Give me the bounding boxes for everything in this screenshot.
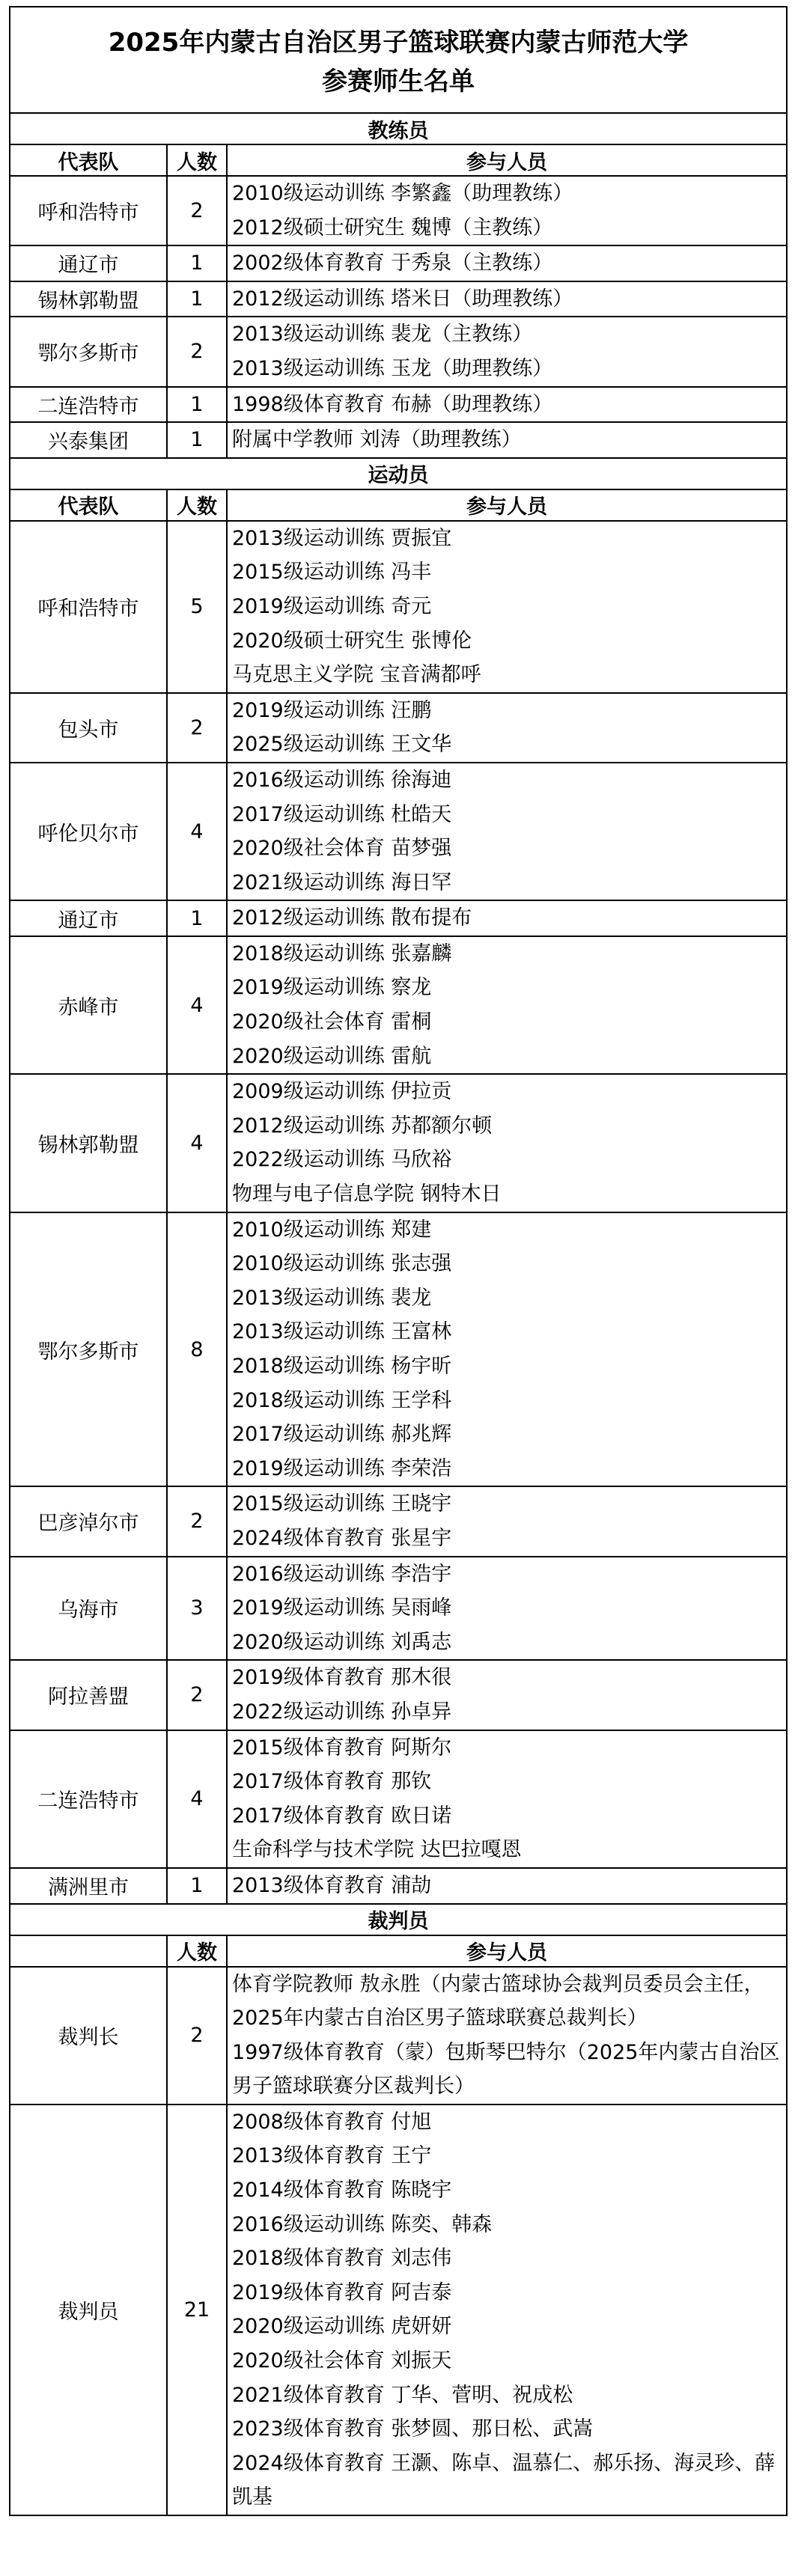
team-name: 鄂尔多斯市 xyxy=(10,1212,167,1487)
team-name: 裁判员 xyxy=(10,2105,167,2515)
table-row xyxy=(10,1486,787,1556)
participant-entry: 2019级运动训练 吴雨峰 xyxy=(232,1596,452,1620)
header-team: 代表队 xyxy=(10,489,167,521)
table-row xyxy=(10,900,787,936)
table-row xyxy=(10,387,787,423)
participant-entry: 2010级运动训练 郑建 xyxy=(232,1218,432,1242)
participants-cell xyxy=(227,281,787,317)
participant-entry: 2024级体育教育 王灏、陈卓、温慕仁、郝乐扬、海灵珍、薛凯基 xyxy=(232,2451,776,2509)
participant-entry: 2018级体育教育 刘志伟 xyxy=(232,2247,452,2271)
participant-entry: 2018级运动训练 王学科 xyxy=(232,1388,452,1412)
participants-cell xyxy=(227,521,787,693)
participants-cell xyxy=(227,1730,787,1868)
participant-entry: 2015级体育教育 阿斯尔 xyxy=(232,1736,452,1759)
participant-entry: 2017级体育教育 欧日诺 xyxy=(232,1804,452,1828)
participant-entry: 2020级运动训练 雷航 xyxy=(232,1044,432,1068)
table-row xyxy=(10,763,787,900)
participant-entry: 体育学院教师 敖永胜（内蒙古篮球协会裁判员委员会主任，2025年内蒙古自治区男子篮球联赛总裁判长） xyxy=(232,1972,764,2030)
participants-cell xyxy=(227,1557,787,1661)
participants-cell xyxy=(227,900,787,936)
column-header-row xyxy=(10,489,787,521)
roster-table xyxy=(9,6,788,2516)
participant-entry: 2021级运动训练 海日罕 xyxy=(232,870,452,894)
participant-entry: 2015级运动训练 王晓宇 xyxy=(232,1492,452,1516)
table-row xyxy=(10,1967,787,2105)
team-name: 巴彦淖尔市 xyxy=(10,1486,167,1556)
participant-entry: 2018级运动训练 张嘉麟 xyxy=(232,941,452,965)
participant-entry: 2012级运动训练 塔米日（助理教练） xyxy=(232,287,573,311)
table-row xyxy=(10,1730,787,1868)
participants-cell xyxy=(227,1074,787,1212)
member-count: 1 xyxy=(167,900,227,936)
section-row xyxy=(10,458,787,489)
table-row xyxy=(10,281,787,317)
participants-cell xyxy=(227,245,787,281)
column-header-row xyxy=(10,1935,787,1967)
table-row xyxy=(10,1660,787,1730)
participant-entry: 2019级体育教育 那木很 xyxy=(232,1666,452,1690)
member-count: 2 xyxy=(167,1486,227,1556)
section-title: 运动员 xyxy=(10,458,787,489)
participant-entry: 2017级体育教育 那钦 xyxy=(232,1770,432,1794)
member-count: 2 xyxy=(167,1660,227,1730)
member-count: 1 xyxy=(167,422,227,458)
participant-entry: 2013级体育教育 浦劼 xyxy=(232,1873,432,1897)
participant-entry: 2013级运动训练 裴龙 xyxy=(232,1286,432,1310)
participant-entry: 2019级体育教育 阿吉泰 xyxy=(232,2280,452,2304)
participant-entry: 1998级体育教育 布赫（助理教练） xyxy=(232,392,553,416)
member-count: 1 xyxy=(167,245,227,281)
participant-entry: 2012级运动训练 散布提布 xyxy=(232,906,472,930)
member-count: 2 xyxy=(167,693,227,763)
team-name: 呼和浩特市 xyxy=(10,521,167,693)
header-team xyxy=(10,1935,167,1967)
header-team: 代表队 xyxy=(10,144,167,176)
participants-cell xyxy=(227,1868,787,1904)
participant-entry: 生命科学与技术学院 达巴拉嘎恩 xyxy=(232,1838,522,1862)
header-count: 人数 xyxy=(167,1935,227,1967)
participant-entry: 2014级体育教育 陈晓宇 xyxy=(232,2179,452,2203)
table-row xyxy=(10,1212,787,1487)
participant-entry: 2002级体育教育 于秀泉（主教练） xyxy=(232,251,553,275)
header-people: 参与人员 xyxy=(227,1935,787,1967)
member-count: 1 xyxy=(167,1868,227,1904)
participants-cell xyxy=(227,422,787,458)
participant-entry: 物理与电子信息学院 钢特木日 xyxy=(232,1182,502,1206)
participant-entry: 2022级运动训练 马欣裕 xyxy=(232,1148,452,1172)
participant-entry: 2020级硕士研究生 张博伦 xyxy=(232,629,472,653)
participant-entry: 2012级运动训练 苏都额尔顿 xyxy=(232,1114,493,1138)
team-name: 乌海市 xyxy=(10,1557,167,1661)
column-header-row xyxy=(10,144,787,176)
team-name: 兴泰集团 xyxy=(10,422,167,458)
participants-cell xyxy=(227,763,787,900)
participants-cell xyxy=(227,176,787,245)
participant-entry: 2016级运动训练 徐海迪 xyxy=(232,768,452,792)
table-row xyxy=(10,693,787,763)
header-people: 参与人员 xyxy=(227,144,787,176)
team-name: 满洲里市 xyxy=(10,1868,167,1904)
member-count: 8 xyxy=(167,1212,227,1487)
member-count: 5 xyxy=(167,521,227,693)
team-name: 呼和浩特市 xyxy=(10,176,167,245)
member-count: 1 xyxy=(167,281,227,317)
team-name: 锡林郭勒盟 xyxy=(10,1074,167,1212)
participant-entry: 2012级硕士研究生 魏博（主教练） xyxy=(232,216,553,239)
table-row xyxy=(10,422,787,458)
header-count: 人数 xyxy=(167,489,227,521)
participant-entry: 2008级体育教育 付旭 xyxy=(232,2110,432,2134)
team-name: 裁判长 xyxy=(10,1967,167,2105)
table-row xyxy=(10,245,787,281)
table-row xyxy=(10,2105,787,2515)
section-row xyxy=(10,1904,787,1935)
participant-entry: 2019级运动训练 汪鹏 xyxy=(232,698,432,722)
member-count: 1 xyxy=(167,387,227,423)
table-row xyxy=(10,317,787,386)
section-title: 教练员 xyxy=(10,113,787,144)
participant-entry: 2013级运动训练 贾振宜 xyxy=(232,526,452,550)
participant-entry: 2020级社会体育 雷桐 xyxy=(232,1010,432,1034)
table-row xyxy=(10,1074,787,1212)
participant-entry: 2020级社会体育 苗梦强 xyxy=(232,837,452,861)
table-row xyxy=(10,936,787,1074)
participant-entry: 2025级运动训练 王文华 xyxy=(232,733,452,757)
participant-entry: 2021级体育教育 丁华、菅明、祝成松 xyxy=(232,2383,573,2407)
member-count: 2 xyxy=(167,317,227,386)
participant-entry: 2013级运动训练 王富林 xyxy=(232,1320,452,1344)
participant-entry: 马克思主义学院 宝音满都呼 xyxy=(232,663,481,687)
table-row xyxy=(10,176,787,245)
participant-entry: 2010级运动训练 李繁鑫（助理教练） xyxy=(232,182,573,205)
participant-entry: 1997级体育教育（蒙）包斯琴巴特尔（2025年内蒙古自治区男子篮球联赛分区裁判长） xyxy=(232,2040,780,2099)
member-count: 4 xyxy=(167,763,227,900)
participants-cell xyxy=(227,693,787,763)
participant-entry: 2015级运动训练 冯丰 xyxy=(232,561,432,585)
participant-entry: 2013级体育教育 王宁 xyxy=(232,2144,432,2168)
team-name: 鄂尔多斯市 xyxy=(10,317,167,386)
team-name: 包头市 xyxy=(10,693,167,763)
participants-cell xyxy=(227,2105,787,2515)
header-people: 参与人员 xyxy=(227,489,787,521)
participant-entry: 附属中学教师 刘涛（助理教练） xyxy=(232,428,522,452)
participants-cell xyxy=(227,1212,787,1487)
participants-cell xyxy=(227,1967,787,2105)
team-name: 阿拉善盟 xyxy=(10,1660,167,1730)
participant-entry: 2024级体育教育 张星宇 xyxy=(232,1526,452,1550)
participant-entry: 2017级运动训练 郝兆辉 xyxy=(232,1423,452,1447)
table-row xyxy=(10,1868,787,1904)
member-count: 2 xyxy=(167,176,227,245)
document-title xyxy=(10,7,787,113)
participant-entry: 2018级运动训练 杨宇昕 xyxy=(232,1355,452,1378)
table-row xyxy=(10,1557,787,1661)
member-count: 2 xyxy=(167,1967,227,2105)
participant-entry: 2019级运动训练 察龙 xyxy=(232,976,432,1000)
participants-cell xyxy=(227,1486,787,1556)
team-name: 通辽市 xyxy=(10,900,167,936)
team-name: 二连浩特市 xyxy=(10,387,167,423)
participant-entry: 2023级体育教育 张梦圆、那日松、武嵩 xyxy=(232,2417,594,2441)
participant-entry: 2013级运动训练 玉龙（助理教练） xyxy=(232,356,553,380)
participant-entry: 2016级运动训练 陈奕、韩森 xyxy=(232,2212,493,2236)
participant-entry: 2019级运动训练 奇元 xyxy=(232,594,432,618)
participants-cell xyxy=(227,936,787,1074)
participant-entry: 2017级运动训练 杜皓天 xyxy=(232,802,452,826)
participant-entry: 2009级运动训练 伊拉贡 xyxy=(232,1080,452,1104)
participant-entry: 2022级运动训练 孙卓异 xyxy=(232,1700,452,1724)
title-line-2: 参赛师生名单 xyxy=(322,67,475,97)
header-count: 人数 xyxy=(167,144,227,176)
roster-table-body xyxy=(10,7,787,2515)
member-count: 4 xyxy=(167,936,227,1074)
participants-cell xyxy=(227,1660,787,1730)
team-name: 锡林郭勒盟 xyxy=(10,281,167,317)
team-name: 呼伦贝尔市 xyxy=(10,763,167,900)
participant-entry: 2010级运动训练 张志强 xyxy=(232,1252,452,1276)
participants-cell xyxy=(227,317,787,386)
participant-entry: 2016级运动训练 李浩宇 xyxy=(232,1562,452,1586)
team-name: 赤峰市 xyxy=(10,936,167,1074)
participant-entry: 2019级运动训练 李荣浩 xyxy=(232,1456,452,1480)
title-row xyxy=(10,7,787,113)
team-name: 二连浩特市 xyxy=(10,1730,167,1868)
table-row xyxy=(10,521,787,693)
section-title: 裁判员 xyxy=(10,1904,787,1935)
member-count: 4 xyxy=(167,1074,227,1212)
participant-entry: 2020级运动训练 刘禹志 xyxy=(232,1630,452,1654)
member-count: 3 xyxy=(167,1557,227,1661)
team-name: 通辽市 xyxy=(10,245,167,281)
member-count: 4 xyxy=(167,1730,227,1868)
member-count: 21 xyxy=(167,2105,227,2515)
section-row xyxy=(10,113,787,144)
participant-entry: 2020级社会体育 刘振天 xyxy=(232,2349,452,2373)
participants-cell xyxy=(227,387,787,423)
participant-entry: 2013级运动训练 裴龙（主教练） xyxy=(232,323,533,347)
participant-entry: 2020级运动训练 虎妍妍 xyxy=(232,2315,452,2339)
title-line-1: 2025年内蒙古自治区男子篮球联赛内蒙古师范大学 xyxy=(108,28,689,58)
